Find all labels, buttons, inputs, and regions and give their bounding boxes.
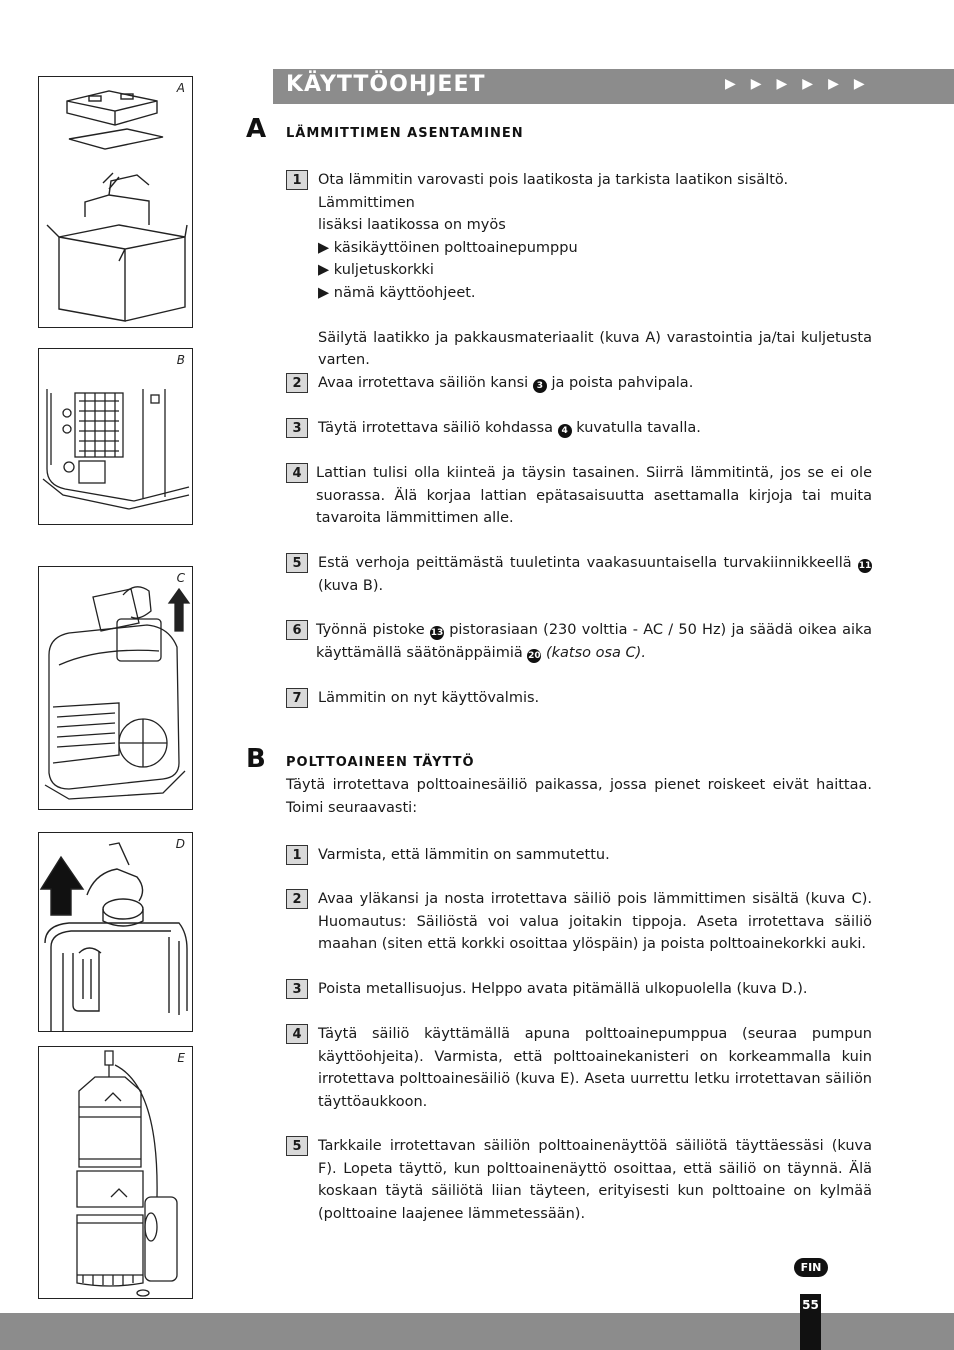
step-number: 5 — [286, 1136, 308, 1156]
step-number: 4 — [286, 1024, 308, 1044]
figure-c — [38, 566, 193, 810]
step-number: 6 — [286, 620, 308, 640]
figure-b — [38, 348, 193, 525]
section-title-b: POLTTOAINEEN TÄYTTÖ — [286, 755, 475, 770]
figure-label: C — [176, 571, 185, 585]
step-number: 3 — [286, 418, 308, 438]
figure-label: D — [175, 837, 185, 851]
language-badge: FIN — [794, 1258, 828, 1277]
list-item: ▶ nämä käyttöohjeet. — [318, 284, 476, 301]
bullet-arrow-icon: ▶ — [318, 239, 334, 256]
list-item: ▶ käsikäyttöinen polttoainepumppu — [318, 239, 578, 256]
part-reference-badge: 13 — [430, 628, 444, 638]
step-number: 4 — [286, 463, 308, 483]
step-text: Avaa yläkansi ja nosta irrotettava säiliö pois lämmittimen sisältä (kuva C). Huomautus: Säiliöstä voi valua joitakin tippoja. Aseta irrotettava säiliö maahan (siten että korkki osoittaa ylöspäin) ja poista polttoainekorkki auki. — [318, 891, 872, 952]
part-reference-badge: 4 — [558, 424, 572, 438]
tank-lifting-illustration — [39, 567, 192, 809]
section-intro: Täytä irrotettava polttoainesäiliö paikassa, jossa pienet roiskeet eivät haittaa. Toimi seuraavasti: — [286, 777, 872, 816]
step-text: Ota lämmitin varovasti pois laatikosta ja tarkista laatikon sisältö. Lämmittimen — [318, 172, 789, 211]
step-number: 2 — [286, 889, 308, 909]
step-number: 1 — [286, 170, 308, 190]
list-item: ▶ kuljetuskorkki — [318, 262, 434, 278]
step-number: 3 — [286, 979, 308, 999]
step-a1 — [286, 170, 872, 368]
section-letter-b: B — [246, 744, 266, 774]
step-number: 5 — [286, 553, 308, 573]
step-text: Tarkkaile irrotettavan säiliön polttoainenäyttöä säiliötä täyttäessäsi (kuva F). Lopeta täyttö, kun polttoainenäyttö osoittaa, että säiliö on täynnä. Älä koskaan täytä säiliötä liian täyteen, erityisesti kun polttoaine on kylmää (polttoaine laajenee lämmetessään). — [318, 1138, 872, 1222]
figure-label: B — [176, 353, 185, 367]
bullet-arrow-icon: ▶ — [318, 262, 334, 278]
step-text: Täytä säiliö käyttämällä apuna polttoainepumppua (seuraa pumpun käyttöohjeita). Varmista, että polttoainekanisteri on korkeammalla kuin irrotettava polttoainesäiliö (kuva E). Aseta uurrettu letku irrotettavan säiliön täyttöaukkoon. — [318, 1026, 872, 1110]
header-bar — [273, 69, 954, 104]
step-text: Poista metallisuojus. Helppo avata pitämällä ulkopuolella (kuva D.). — [318, 981, 808, 997]
header-arrows-icon: ▶▶▶▶▶▶ — [725, 76, 880, 92]
metal-cover-removal-illustration — [39, 833, 192, 1031]
step-number: 1 — [286, 845, 308, 865]
fuel-pump-filling-illustration — [39, 1047, 192, 1298]
figure-d — [38, 832, 193, 1032]
page-number-box — [800, 1294, 821, 1350]
section-letter-a: A — [246, 114, 267, 144]
step-text: Säilytä laatikko ja pakkausmateriaalit (kuva A) varastointia ja/tai kuljetusta varten. — [318, 329, 872, 368]
heater-rear-view-illustration — [39, 349, 192, 524]
bullet-arrow-icon: ▶ — [318, 284, 334, 301]
page-number: 55 — [802, 1298, 819, 1312]
figure-e — [38, 1046, 193, 1299]
page-title: KÄYTTÖOHJEET — [286, 72, 486, 97]
figure-label: A — [176, 81, 185, 95]
step-text: Lämmitin on nyt käyttövalmis. — [318, 690, 540, 706]
step-text: Varmista, että lämmitin on sammutettu. — [318, 847, 610, 863]
figure-label: E — [177, 1051, 185, 1065]
step-number: 7 — [286, 688, 308, 708]
step-text: lisäksi laatikossa on myös — [318, 217, 506, 233]
step-text: Lattian tulisi olla kiinteä ja täysin tasainen. Siirrä lämmitintä, jos se ei ole suorassa. Älä korjaa lattian epätasaisuutta asettamalla kirjoja tai muita tavaroita lämmittimen alle. — [316, 465, 872, 526]
part-reference-badge: 3 — [533, 379, 547, 393]
heater-box-unpacking-illustration — [39, 77, 192, 327]
part-reference-badge: 11 — [858, 561, 872, 571]
figure-a — [38, 76, 193, 328]
section-title-a: LÄMMITTIMEN ASENTAMINEN — [286, 126, 524, 141]
step-number: 2 — [286, 373, 308, 393]
part-reference-badge: 20 — [528, 650, 541, 661]
